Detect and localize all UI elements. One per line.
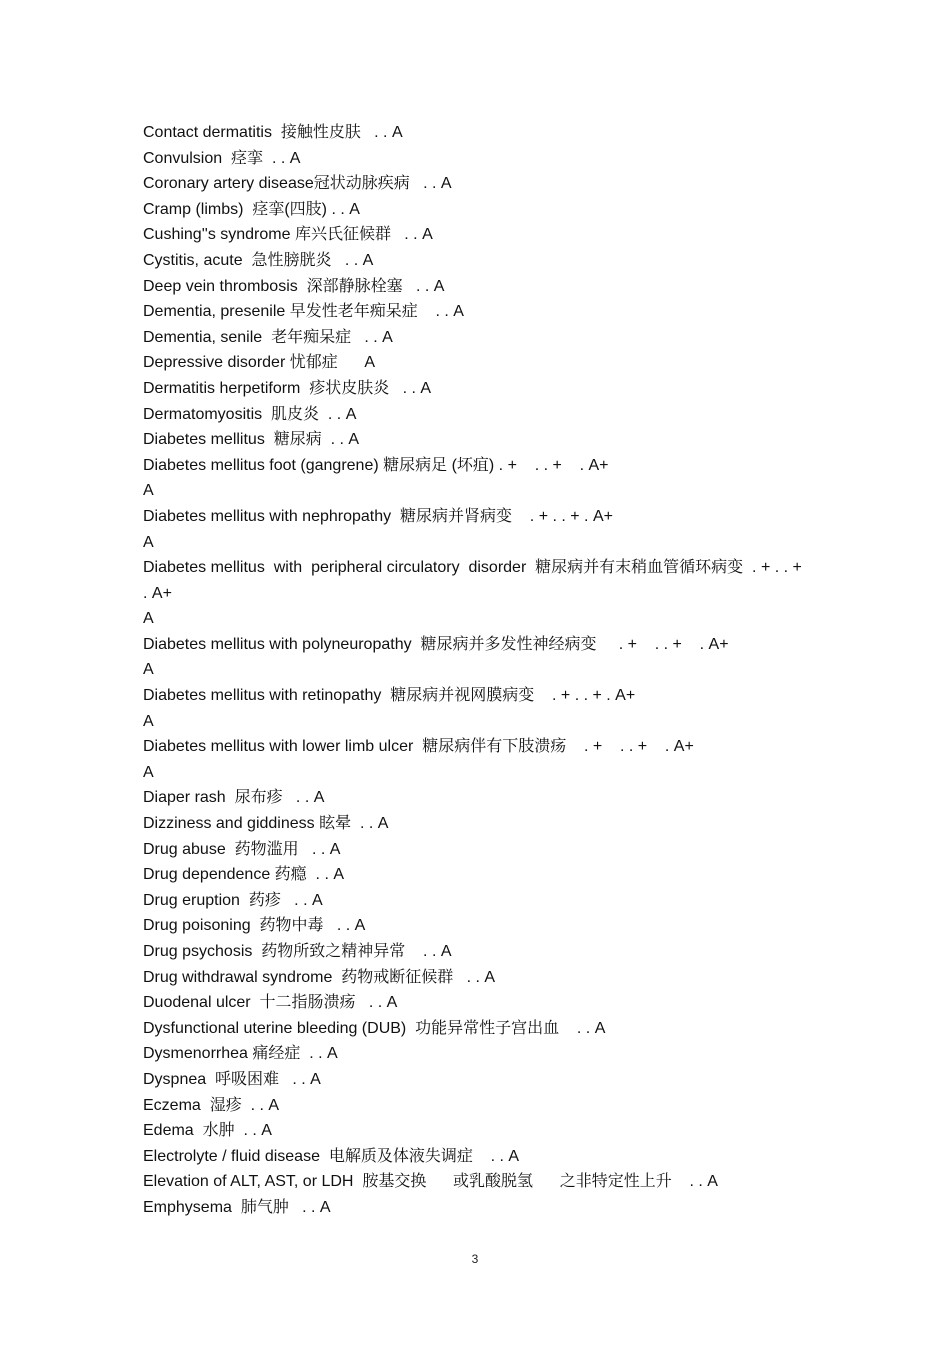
glossary-entry: Dysmenorrhea 痛经症 . . A xyxy=(143,1045,338,1063)
glossary-entry: Drug psychosis 药物所致之精神异常 . . A xyxy=(143,943,452,960)
glossary-entry: Cystitis, acute 急性膀胱炎 . . A xyxy=(143,251,374,269)
glossary-entry: Cushing''s syndrome 库兴氏征候群 . . A xyxy=(143,226,433,244)
glossary-entry: Coronary artery disease冠状动脉疾病 . . A xyxy=(143,175,452,193)
glossary-entry: Diabetes mellitus with peripheral circulatory disorder 糖尿病并有末稍血管循环病变 . + . . + . A+ xyxy=(143,559,807,602)
glossary-entry: Diabetes mellitus foot (gangrene) 糖尿病足 (坏疽) . + . . + . A+ xyxy=(143,456,609,474)
glossary-entry: Dementia, senile 老年痴呆症 . . A xyxy=(143,328,393,346)
glossary-entry: Diabetes mellitus with retinopathy 糖尿病并视网膜病变 . + . . + . A+ xyxy=(143,687,636,705)
glossary-entry-continuation: A xyxy=(143,533,154,551)
glossary-entry: Eczema 湿疹 . . A xyxy=(143,1096,280,1114)
glossary-entry-continuation: A xyxy=(143,610,154,628)
glossary-entry: Drug dependence 药瘾 . . A xyxy=(143,866,345,884)
glossary-entry: Edema 水肿 . . A xyxy=(143,1122,272,1140)
glossary-entry: Elevation of ALT, AST, or LDH 胺基交换 或乳酸脱氢 之非特定性上升 . . A xyxy=(143,1173,718,1191)
glossary-entry: Dementia, presenile 早发性老年痴呆症 . . A xyxy=(143,303,464,321)
glossary-list xyxy=(143,120,807,1221)
glossary-entry: Dyspnea 呼吸困难 . . A xyxy=(143,1070,321,1088)
glossary-entry: Depressive disorder 忧郁症 A xyxy=(143,354,376,372)
glossary-entry-continuation: A xyxy=(143,712,154,730)
glossary-entry: Diabetes mellitus with lower limb ulcer 糖尿病伴有下肢溃疡 . + . . + . A+ xyxy=(143,738,694,756)
glossary-entry: Diabetes mellitus with nephropathy 糖尿病并肾病变 . + . . + . A+ xyxy=(143,507,613,525)
glossary-entry: Emphysema 肺气肿 . . A xyxy=(143,1198,331,1216)
glossary-entry: Dermatomyositis 肌皮炎 . . A xyxy=(143,405,357,423)
glossary-entry-continuation: A xyxy=(143,763,154,781)
glossary-entry: Deep vein thrombosis 深部静脉栓塞 . . A xyxy=(143,277,445,295)
glossary-entry-continuation: A xyxy=(143,661,154,679)
glossary-entry: Diabetes mellitus with polyneuropathy 糖尿病并多发性神经病变 . + . . + . A+ xyxy=(143,635,729,653)
glossary-entry: Drug poisoning 药物中毒 . . A xyxy=(143,917,366,935)
glossary-entry: Drug withdrawal syndrome 药物戒断征候群 . . A xyxy=(143,968,496,986)
glossary-entry: Diaper rash 尿布疹 . . A xyxy=(143,789,325,807)
glossary-entry: Contact dermatitis 接触性皮肤 . . A xyxy=(143,124,403,141)
glossary-entry: Dysfunctional uterine bleeding (DUB) 功能异常性子宫出血 . . A xyxy=(143,1019,606,1037)
page-number: 3 xyxy=(471,1252,479,1266)
glossary-entry: Drug abuse 药物滥用 . . A xyxy=(143,840,341,858)
glossary-entry: Duodenal ulcer 十二指肠溃疡 . . A xyxy=(143,994,398,1012)
glossary-entry: Electrolyte / fluid disease 电解质及体液失调症 . . A xyxy=(143,1147,520,1165)
glossary-entry: Dermatitis herpetiform 疹状皮肤炎 . . A xyxy=(143,379,432,397)
glossary-entry-continuation: A xyxy=(143,482,154,500)
glossary-entry: Drug eruption 药疹 . . A xyxy=(143,891,323,909)
glossary-entry: Cramp (limbs) 痉挛(四肢) . . A xyxy=(143,200,360,218)
glossary-entry: Diabetes mellitus 糖尿病 . . A xyxy=(143,431,360,449)
glossary-entry: Dizziness and giddiness 眩晕 . . A xyxy=(143,815,389,833)
glossary-entry: Convulsion 痉挛 . . A xyxy=(143,149,301,167)
